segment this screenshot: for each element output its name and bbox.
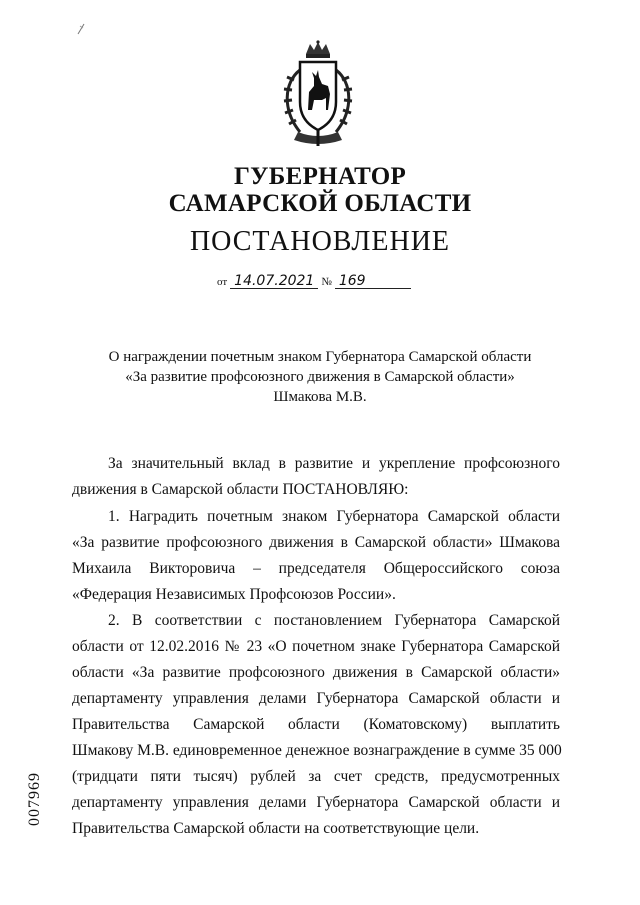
body-line: департаменту управления делами Губернатора Самарской области и bbox=[72, 690, 560, 707]
body-line: «За развитие профсоюзного движения в Самарской области» Шмакова bbox=[72, 534, 560, 551]
body-line: Правительства Самарской области (Коматовскому) выплатить bbox=[72, 716, 560, 733]
title-line: О награждении почетным знаком Губернатора Самарской области bbox=[108, 349, 532, 365]
document-type: ПОСТАНОВЛЕНИЕ bbox=[189, 226, 451, 257]
body-line: Шмакову М.В. единовременное денежное вознаграждение в сумме 35 000 bbox=[72, 742, 562, 759]
title-line: Шмакова М.В. bbox=[273, 389, 367, 405]
body-line: движения в Самарской области ПОСТАНОВЛЯЮ: bbox=[72, 481, 409, 498]
title-line: «За развитие профсоюзного движения в Самарской области» bbox=[125, 369, 515, 385]
document-title bbox=[60, 347, 580, 407]
body-line: области «За развитие профсоюзного движения в Самарской области» bbox=[72, 664, 560, 681]
issuer-title-line2: САМАРСКОЙ ОБЛАСТИ bbox=[168, 190, 472, 217]
body-line: 2. В соответствии с постановлением Губернатора Самарской bbox=[108, 612, 560, 629]
margin-registration-number: 007969 bbox=[26, 772, 43, 826]
body-line: Правительства Самарской области на соответствующие цели. bbox=[72, 820, 480, 837]
number-prefix: № bbox=[321, 276, 332, 288]
date-prefix: от bbox=[217, 276, 228, 288]
handwritten-mark bbox=[76, 22, 90, 36]
body-line: 1. Наградить почетным знаком Губернатора Самарской области bbox=[108, 508, 560, 525]
body-line: области от 12.02.2016 № 23 «О почетном знаке Губернатора Самарской bbox=[72, 638, 560, 655]
body-line: департаменту управления делами Губернатора Самарской области и bbox=[72, 794, 560, 811]
issuer-title-line1: ГУБЕРНАТОР bbox=[233, 163, 407, 190]
body-line: (тридцати пяти тысяч) рублей за счет средств, предусмотренных bbox=[72, 768, 560, 785]
coat-of-arms-emblem bbox=[270, 40, 366, 148]
date-number-line bbox=[214, 275, 411, 289]
body-line: За значительный вклад в развитие и укрепление профсоюзного bbox=[108, 455, 560, 472]
date-value: 14.07.2021 bbox=[230, 275, 318, 289]
body-line: «Федерация Независимых Профсоюзов России». bbox=[72, 586, 396, 603]
number-value: 169 bbox=[335, 275, 411, 289]
body-line: Михаила Викторовича – председателя Общероссийского союза bbox=[72, 560, 560, 577]
